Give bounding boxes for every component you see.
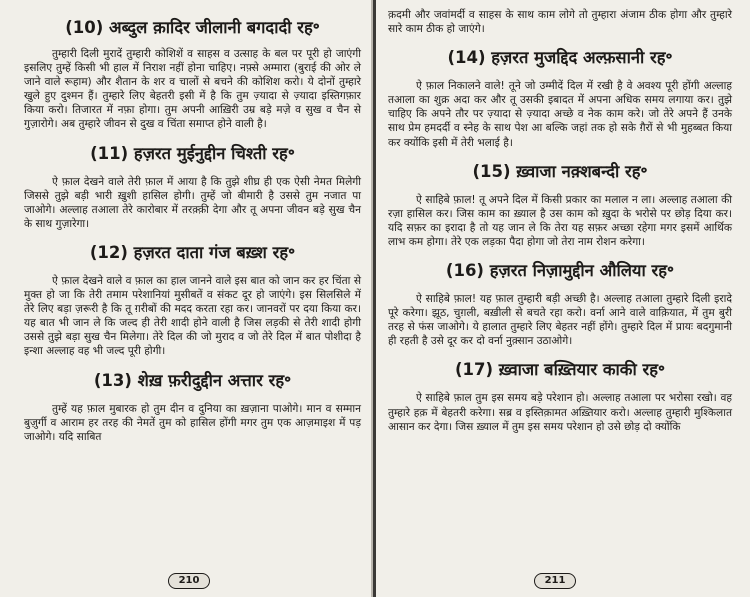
section-heading-13: (13) शेख़ फ़रीदुद्दीन अत्तार रह॰ [93, 370, 292, 390]
section-heading-12: (12) हज़रत दाता गंज बख़्श रह॰ [89, 242, 296, 262]
section-heading-14: (14) हज़रत मुजद्दिद अल्फ़सानी रह॰ [447, 48, 673, 68]
section-heading-15: (15) ख़्वाजा नक़्शबन्दी रह॰ [472, 161, 648, 181]
continued-text: क़दमी और जवांमर्दी व साहस के साथ काम लोगे तो तुम्हारा अंजाम ठीक होगा और तुम्हारे सारे काम ठीक हो जाएंगे। [388, 9, 732, 36]
section-body-13: तुम्हें यह फ़ाल मुबारक हो तुम दीन व दुनिया का ख़ज़ाना पाओगे। मान व सम्मान बुज़ुर्गी व आराम हर तरह की नेमतें तुम को हासिल होंगी मगर तुम एक आज़माइश में पड़ जाओगे। यदि साबित [24, 402, 361, 443]
right-page [376, 0, 750, 597]
left-page [0, 0, 373, 597]
section-heading-16: (16) हज़रत निज़ामुद्दीन औलिया रह॰ [445, 261, 675, 281]
section-body-10: तुम्हारी दिली मुरादें तुम्हारी कोशिशें व साहस व उत्साह के बल पर पूरी हो जाएंगी इसलिए तुम्हें किसी भी हाल में निराश नहीं होना चाहिए। नफ़्से अम्मारा (बुराई की ओर ले जाने वाले रूहाम) और शैतान के शर व चालों से बचने की कोशिश करो। ये दोनों तुम्हारे खुले हुए दुश्मन हैं। तुम्हारे लिए बेहतरी इसी में है कि तुम ज़्यादा से ज़्यादा इस्तिगफ़ार किया करो। तिजारत में नफ़ा होगा। तुम अपनी आख़िरी उम्र बड़े मज़े व सुख व चैन से गुज़ारोगे। अब तुम्हारे जीवन से दुख व चिंता समाप्त होने वाली है। [24, 48, 361, 131]
section-body-17: ऐ साहिबे फ़ाल तुम इस समय बड़े परेशान हो। अल्लाह तआला पर भरोसा रखो। वह तुम्हारे हक़ में बेहतरी करेगा। सब्र व इस्तिक़ामत अख़्तियार करो। अल्लाह तुम्हारी मुश्किलात आसान कर देगा। जिस ख़्याल में तुम इस समय परेशान हो उसे छोड़ दो क्योंकि [388, 392, 732, 433]
section-heading-17: (17) ख़्वाजा बख़्तियार काकी रह॰ [454, 360, 666, 380]
section-body-14: ऐ फ़ाल निकालने वाले! तूने जो उम्मीदें दिल में रखी है वे अवश्य पूरी होंगी अल्लाह तआला का शुक्र अदा कर और तू उसकी इबादत में अपना अधिक समय लगाया कर। तुझे चाहिए कि अपने तौर पर ज़्यादा से ज़्यादा अच्छे व नेक काम करे। जो तेरे अपने हैं उनके साथ प्रेम हमदर्दी व स्नेह के साथ पेश आ बल्कि जहां तक हो सके ग़ैरों से भी मुहब्बत किया कर क्योंकि इसी में तेरी भलाई है। [388, 80, 732, 149]
section-heading-10: (10) अब्दुल क़ादिर जीलानी बगदादी रह॰ [65, 18, 320, 37]
section-body-16: ऐ साहिबे फ़ाल! यह फ़ाल तुम्हारी बड़ी अच्छी है। अल्लाह तआला तुम्हारे दिली इरादे पूरे करेगा। झूठ, चुग़ली, बख़ीली से बचते रहा करो। वर्ना आने वाले वाक़ियात, में तुम बुरी तरह से फंस जाओगे। ये हालात तुम्हारे लिए बेहतर नहीं होंगे। तुम्हारे दिल में प्रायः बदगुमानी ही रहती है उसे दूर कर दो वर्ना नुक़्सान उठाओगे। [388, 293, 732, 348]
section-body-15: ऐ साहिबे फ़ाल! तू अपने दिल में किसी प्रकार का मलाल न ला। अल्लाह तआला की रज़ा हासिल कर। जिस काम का ख़्याल है उस काम को ख़ुदा के भरोसे पर छोड़ दिया कर। यदि सफ़र का इरादा है तो यह जान ले कि तेरा यह सफ़र अच्छा रहेगा मगर इसमें आर्थिक लाभ कम होगा। तेरे एक लड़का पैदा होगा जो तेरा नाम रोशन करेगा। [388, 193, 732, 248]
page-number: 210 [168, 573, 210, 589]
section-body-12: ऐ फ़ाल देखने वाले व फ़ाल का हाल जानने वाले इस बात को जान कर हर चिंता से मुक्त हो जा कि तेरी तमाम परेशानियां मुसीबतें व संकट दूर हो जाएंगे। इस सिलसिले में तेरे लिए बड़ा ज़रूरी है कि तू ग़रीबों की मदद करता रहा कर। जानवरों पर दया किया कर। यह बात भी जान ले कि जल्द ही तेरी शादी होने वाली है जिस लड़की से तेरी शादी होगी उससे तुझे बड़ा सुख चैन मिलेगा। तेरे दिल की जो मुराद व जो तेरे दिल में बात पोशीदा है इन्शा अल्लाह वह भी जल्द पूरी होगी। [24, 274, 361, 358]
section-body-11: ऐ फ़ाल देखने वाले तेरी फ़ाल में आया है कि तुझे शीघ्र ही एक ऐसी नेमत मिलेगी जिससे तुझे बड़ी भारी ख़ुशी हासिल होगी। तुम्हें जो बीमारी है उससे तुम नजात पा जाओगे। अल्लाह तआला तेरे कारोबार में तरक़्क़ी देगा और तू अपना जीवन बड़े सुख चैन के साथ गुज़ारेगा। [24, 175, 361, 230]
section-heading-11: (11) हज़रत मुईनुद्दीन चिश्ती रह॰ [90, 143, 295, 163]
page-number: 211 [534, 573, 576, 589]
